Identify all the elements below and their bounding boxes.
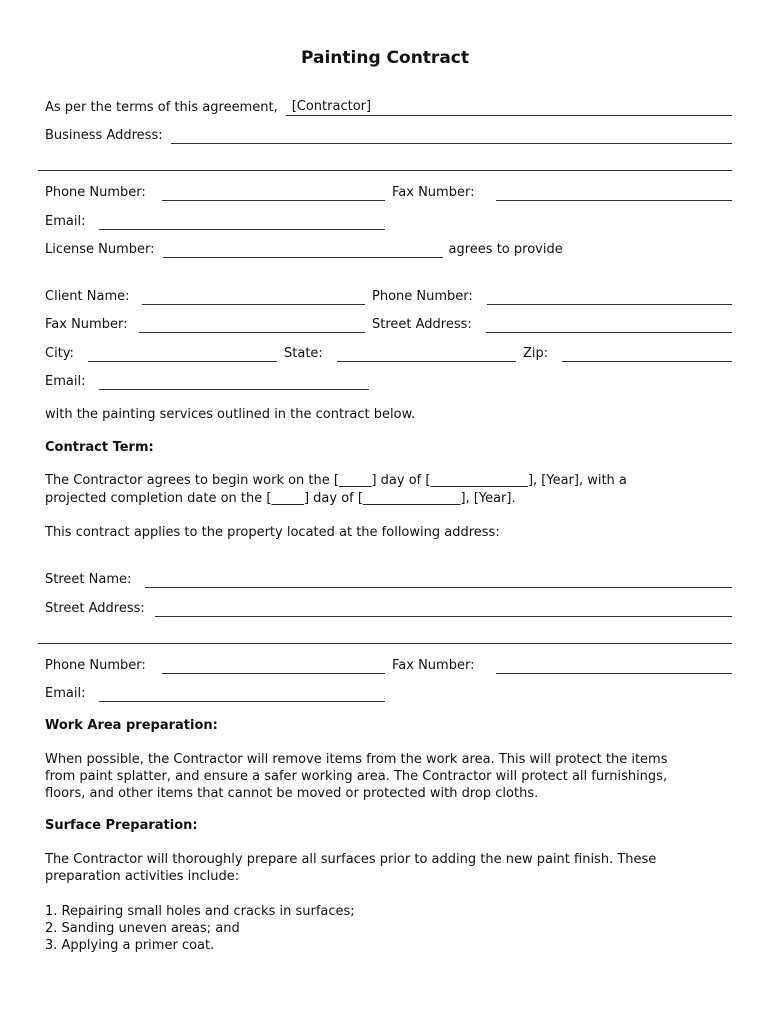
client-phone-group xyxy=(372,285,732,305)
contractor-fax-field[interactable] xyxy=(496,184,732,201)
client-name-label: Client Name: xyxy=(45,289,130,304)
client-email-field[interactable] xyxy=(99,373,369,390)
client-zip-label: Zip: xyxy=(523,346,549,361)
client-email-label: Email: xyxy=(45,374,86,389)
contractor-email-label: Email: xyxy=(45,214,86,229)
business-address-label: Business Address: xyxy=(45,128,163,143)
client-fax-group xyxy=(45,313,365,333)
work-area-line-3: floors, and other items that cannot be moved or protected with drop cloths. xyxy=(45,786,539,801)
contractor-fax-group xyxy=(392,181,732,201)
property-sentence: This contract applies to the property located at the following address: xyxy=(45,525,500,540)
client-street-address-label: Street Address: xyxy=(372,317,472,332)
license-label: License Number: xyxy=(45,242,155,257)
list-item: 3. Applying a primer coat. xyxy=(45,938,215,953)
client-street-address-group xyxy=(372,313,732,333)
license-group xyxy=(45,238,605,258)
contractor-phone-label: Phone Number: xyxy=(45,185,146,200)
contractor-name-field[interactable]: [Contractor] xyxy=(286,99,732,116)
property-phone-group xyxy=(45,654,385,674)
client-name-group xyxy=(45,285,365,305)
client-fax-label: Fax Number: xyxy=(45,317,128,332)
contractor-phone-group xyxy=(45,181,385,201)
client-fax-field[interactable] xyxy=(139,316,365,333)
intro-text: As per the terms of this agreement, xyxy=(45,100,278,115)
work-area-line-2: from paint splatter, and ensure a safer working area. The Contractor will protect all furnishings, xyxy=(45,769,668,784)
contractor-email-group xyxy=(45,210,385,230)
client-state-label: State: xyxy=(284,346,323,361)
client-street-address-field[interactable] xyxy=(486,316,732,333)
surface-prep-heading: Surface Preparation: xyxy=(45,818,198,833)
client-city-group xyxy=(45,342,277,362)
property-street-name-row xyxy=(45,568,732,588)
property-street-address-field[interactable] xyxy=(155,600,732,617)
client-phone-field[interactable] xyxy=(487,288,732,305)
property-fax-group xyxy=(392,654,732,674)
property-email-field[interactable] xyxy=(99,685,385,702)
contract-term-heading: Contract Term: xyxy=(45,440,154,455)
property-street-address-label: Street Address: xyxy=(45,601,145,616)
client-name-field[interactable] xyxy=(142,288,366,305)
contract-term-line-1: The Contractor agrees to begin work on the [_____] day of [_______________], [Year], with a xyxy=(45,473,627,488)
client-city-label: City: xyxy=(45,346,74,361)
client-phone-label: Phone Number: xyxy=(372,289,473,304)
property-fax-label: Fax Number: xyxy=(392,658,475,673)
property-email-group xyxy=(45,682,385,702)
work-area-line-1: When possible, the Contractor will remove items from the work area. This will protect the items xyxy=(45,752,668,767)
client-state-field[interactable] xyxy=(337,345,516,362)
property-phone-field[interactable] xyxy=(162,657,385,674)
document-title: Painting Contract xyxy=(301,48,469,68)
work-area-heading: Work Area preparation: xyxy=(45,718,218,733)
contract-term-line-2: projected completion date on the [_____] day of [_______________], [Year]. xyxy=(45,491,516,506)
license-field[interactable] xyxy=(163,241,443,258)
intro-row xyxy=(45,96,732,116)
client-email-group xyxy=(45,370,369,390)
client-zip-field[interactable] xyxy=(562,345,732,362)
property-email-label: Email: xyxy=(45,686,86,701)
client-city-field[interactable] xyxy=(88,345,277,362)
business-address-row xyxy=(45,124,732,144)
contractor-email-field[interactable] xyxy=(99,213,385,230)
surface-prep-line-1: The Contractor will thoroughly prepare all surfaces prior to adding the new paint finish. These xyxy=(45,852,657,867)
list-item: 1. Repairing small holes and cracks in surfaces; xyxy=(45,904,355,919)
property-street-address-row xyxy=(45,597,732,617)
business-address-field[interactable] xyxy=(171,127,732,144)
property-fax-field[interactable] xyxy=(496,657,732,674)
property-address-line-2[interactable] xyxy=(38,643,732,644)
property-phone-label: Phone Number: xyxy=(45,658,146,673)
surface-prep-list xyxy=(45,903,730,954)
surface-prep-line-2: preparation activities include: xyxy=(45,869,240,884)
property-street-name-label: Street Name: xyxy=(45,572,132,587)
business-address-line-2[interactable] xyxy=(38,170,732,171)
contractor-fax-label: Fax Number: xyxy=(392,185,475,200)
agrees-text: agrees to provide xyxy=(448,242,563,257)
list-item: 2. Sanding uneven areas; and xyxy=(45,921,240,936)
contractor-phone-field[interactable] xyxy=(162,184,385,201)
property-street-name-field[interactable] xyxy=(145,571,732,588)
client-zip-group xyxy=(523,342,732,362)
services-sentence: with the painting services outlined in the contract below. xyxy=(45,407,416,422)
client-state-group xyxy=(284,342,516,362)
